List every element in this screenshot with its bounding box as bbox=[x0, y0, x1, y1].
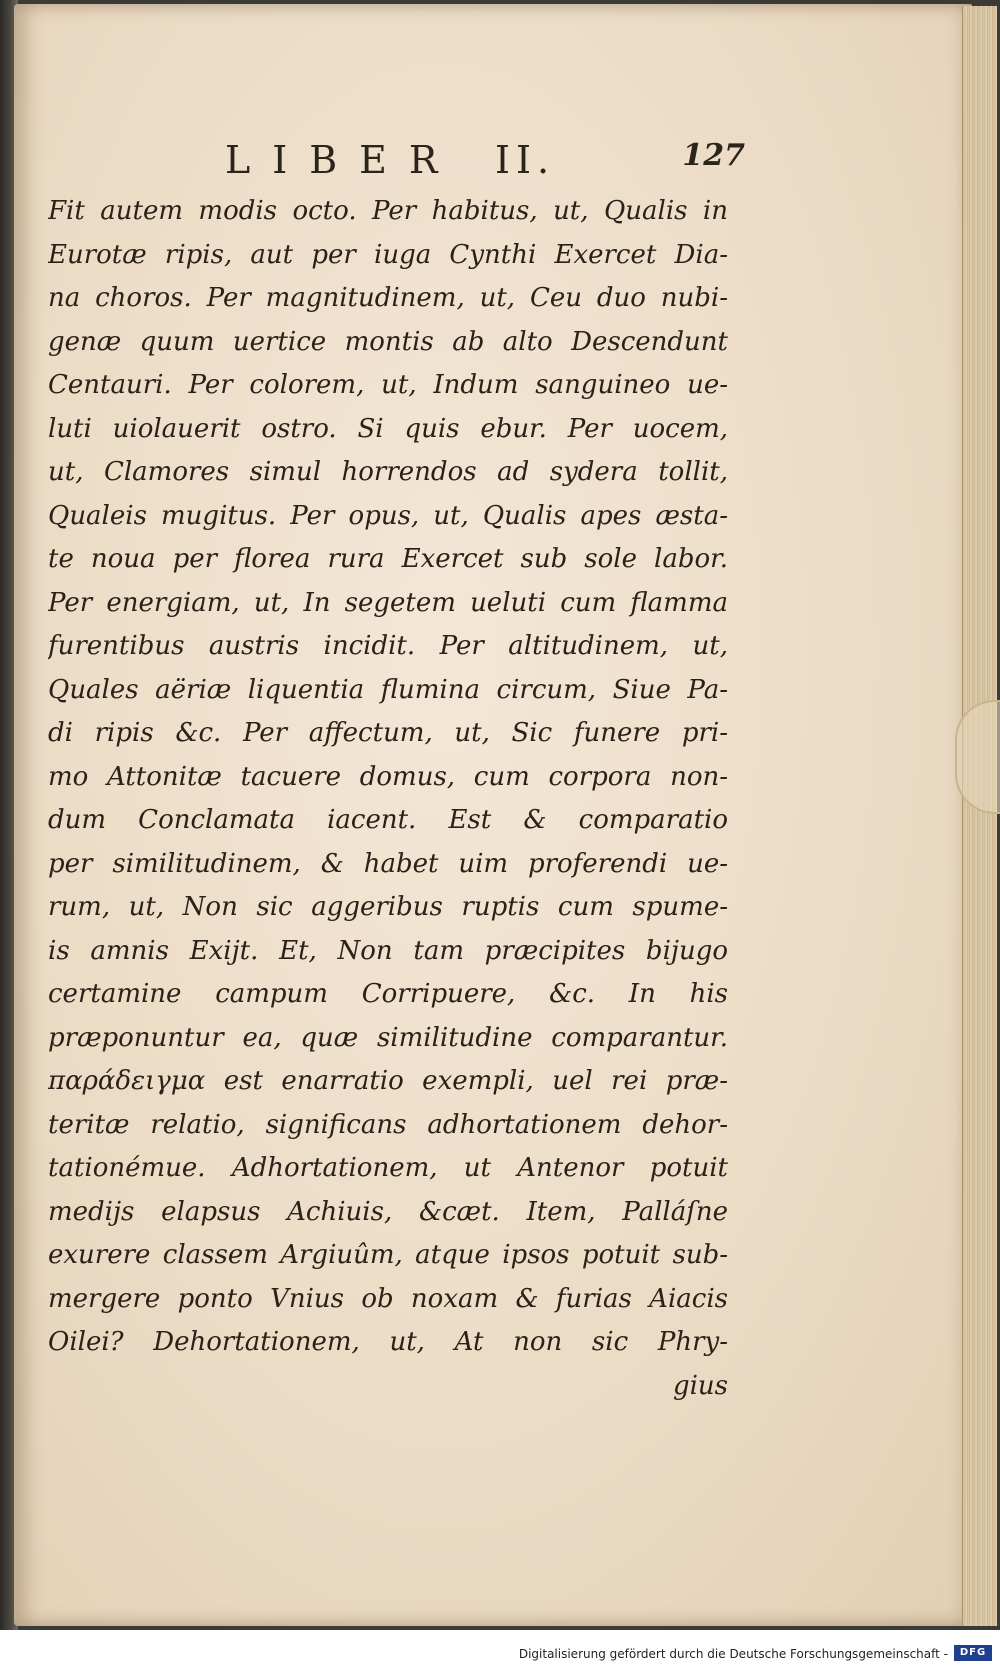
text-line: per similitudinem, & habet uim proferendi ue- bbox=[48, 848, 728, 879]
folio-number: 127 bbox=[682, 138, 745, 173]
running-title: LIBER bbox=[225, 138, 460, 182]
text-line: Oilei? Dehortationem, ut, At non sic Phry- bbox=[48, 1327, 728, 1357]
text-line: luti uiolauerit ostro. Si quis ebur. Per uocem, bbox=[48, 413, 728, 444]
text-line: certamine campum Corripuere, &c. In his bbox=[48, 979, 728, 1009]
text-line: teritæ relatio, significans adhortationem dehor- bbox=[48, 1109, 728, 1140]
text-line: Eurotæ ripis, aut per iuga Cynthi Exercet Dia- bbox=[48, 239, 728, 270]
text-line: ut, Clamores simul horrendos ad sydera tollit, bbox=[48, 457, 728, 487]
text-line: is amnis Exijt. Et, Non tam præcipites bijugo bbox=[48, 935, 728, 966]
text-line: na choros. Per magnitudinem, ut, Ceu duo nubi- bbox=[48, 283, 728, 313]
text-line: mo Attonitæ tacuere domus, cum corpora non- bbox=[48, 761, 728, 792]
text-line: præponuntur ea, quæ similitudine comparantur. bbox=[48, 1022, 728, 1053]
page-clasp-mark bbox=[955, 700, 1000, 814]
text-line: Quales aëriæ liquentia flumina circum, Siue Pa- bbox=[48, 674, 728, 705]
text-line: Qualeis mugitus. Per opus, ut, Qualis apes æsta- bbox=[48, 500, 728, 531]
text-line: Centauri. Per colorem, ut, Indum sanguineo ue- bbox=[48, 370, 728, 400]
catchword: gius bbox=[672, 1370, 728, 1401]
text-line: tationémue. Adhortationem, ut Antenor potuit bbox=[48, 1153, 728, 1183]
text-line: furentibus austris incidit. Per altitudinem, ut, bbox=[48, 631, 728, 661]
text-line: te noua per florea rura Exercet sub sole labor. bbox=[48, 544, 728, 574]
text-line: genæ quum uertice montis ab alto Descendunt bbox=[48, 326, 728, 357]
text-line: exurere classem Argiuûm, atque ipsos potuit sub- bbox=[48, 1240, 728, 1270]
funding-credit: Digitalisierung gefördert durch die Deutsche Forschungsgemeinschaft - bbox=[518, 1647, 948, 1661]
book-number: II. bbox=[495, 138, 556, 182]
text-line: mergere ponto Vnius ob noxam & furias Aiacis bbox=[48, 1283, 728, 1314]
body-text bbox=[48, 190, 728, 1408]
text-line: Per energiam, ut, In segetem ueluti cum flamma bbox=[48, 587, 728, 618]
dfg-logo: DFG bbox=[954, 1645, 992, 1661]
text-line: di ripis &c. Per affectum, ut, Sic funere pri- bbox=[48, 718, 728, 748]
text-line: dum Conclamata iacent. Est & comparatio bbox=[48, 805, 728, 835]
text-line: Fit autem modis octo. Per habitus, ut, Qualis in bbox=[48, 196, 728, 226]
text-line: rum, ut, Non sic aggeribus ruptis cum spume- bbox=[48, 892, 728, 922]
text-line: medijs elapsus Achiuis, &cæt. Item, Palláſne bbox=[48, 1196, 728, 1227]
running-header bbox=[225, 138, 745, 182]
page-fore-edge bbox=[962, 6, 997, 1626]
text-line: παράδειγμα est enarratio exempli, uel rei præ- bbox=[48, 1066, 728, 1096]
